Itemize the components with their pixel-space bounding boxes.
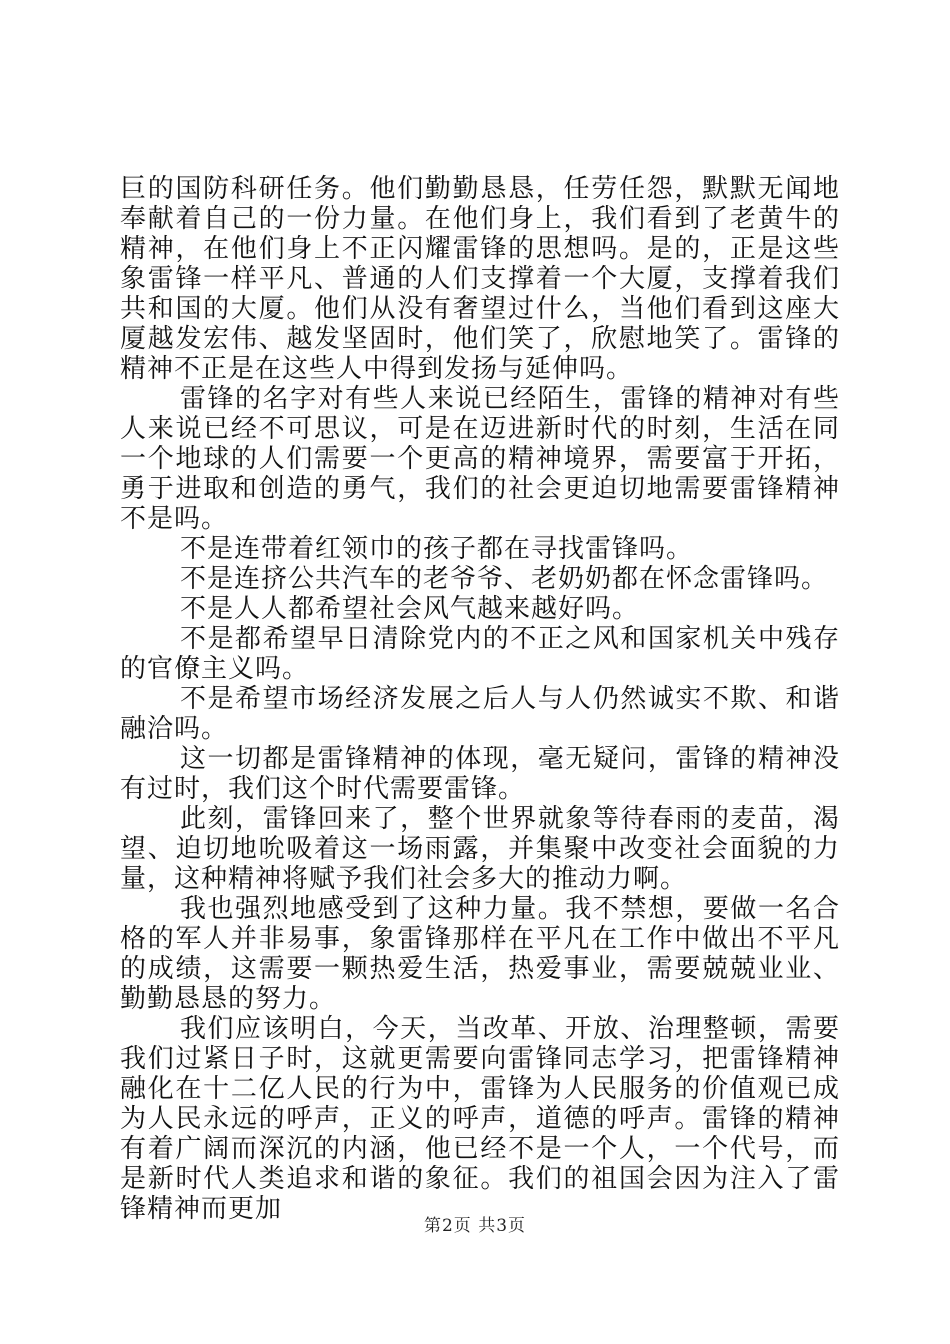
document-body bbox=[120, 174, 840, 1224]
paragraph-5: 不是人人都希望社会风气越来越好吗。 bbox=[180, 594, 640, 624]
paragraph-11: 我们应该明白，今天，当改革、开放、治理整顿，需要我们过紧日子时，这就更需要向雷锋同志学习，把雷锋精神融化在十二亿人民的行为中，雷锋为人民服务的价值观已成为人民永远的呼声，正义的呼声，道德的呼声。雷锋的精神有着广阔而深沉的内涵，他已经不是一个人，一个代号，而是新时代人类追求和谐的象征。我们的祖国会因为注入了雷锋精神而更加 bbox=[120, 1014, 840, 1224]
paragraph-2: 雷锋的名字对有些人来说已经陌生，雷锋的精神对有些人来说已经不可思议，可是在迈进新时代的时刻，生活在同一个地球的人们需要一个更高的精神境界，需要富于开拓，勇于进取和创造的勇气，我们的社会更迫切地需要雷锋精神不是吗。 bbox=[120, 384, 840, 534]
paragraph-8: 这一切都是雷锋精神的体现，毫无疑问，雷锋的精神没有过时，我们这个时代需要雷锋。 bbox=[120, 744, 840, 804]
paragraph-10: 我也强烈地感受到了这种力量。我不禁想，要做一名合格的军人并非易事，象雷锋那样在平凡在工作中做出不平凡的成绩，这需要一颗热爱生活，热爱事业，需要兢兢业业、勤勤恳恳的努力。 bbox=[120, 894, 840, 1014]
paragraph-1: 巨的国防科研任务。他们勤勤恳恳，任劳任怨，默默无闻地奉献着自己的一份力量。在他们身上，我们看到了老黄牛的精神，在他们身上不正闪耀雷锋的思想吗。是的，正是这些象雷锋一样平凡、普通的人们支撑着一个大厦，支撑着我们共和国的大厦。他们从没有奢望过什么，当他们看到这座大厦越发宏伟、越发坚固时，他们笑了，欣慰地笑了。雷锋的精神不正是在这些人中得到发扬与延伸吗。 bbox=[120, 174, 840, 384]
page-number-footer: 第2页 共3页 bbox=[423, 1216, 527, 1236]
paragraph-9: 此刻，雷锋回来了，整个世界就象等待春雨的麦苗，渴望、迫切地吮吸着这一场雨露，并集聚中改变社会面貌的力量，这种精神将赋予我们社会多大的推动力啊。 bbox=[120, 804, 840, 894]
paragraph-4: 不是连挤公共汽车的老爷爷、老奶奶都在怀念雷锋吗。 bbox=[180, 564, 829, 594]
paragraph-6: 不是都希望早日清除党内的不正之风和国家机关中残存的官僚主义吗。 bbox=[120, 624, 840, 684]
paragraph-7: 不是希望市场经济发展之后人与人仍然诚实不欺、和谐融洽吗。 bbox=[120, 684, 840, 744]
paragraph-3: 不是连带着红领巾的孩子都在寻找雷锋吗。 bbox=[180, 534, 694, 564]
